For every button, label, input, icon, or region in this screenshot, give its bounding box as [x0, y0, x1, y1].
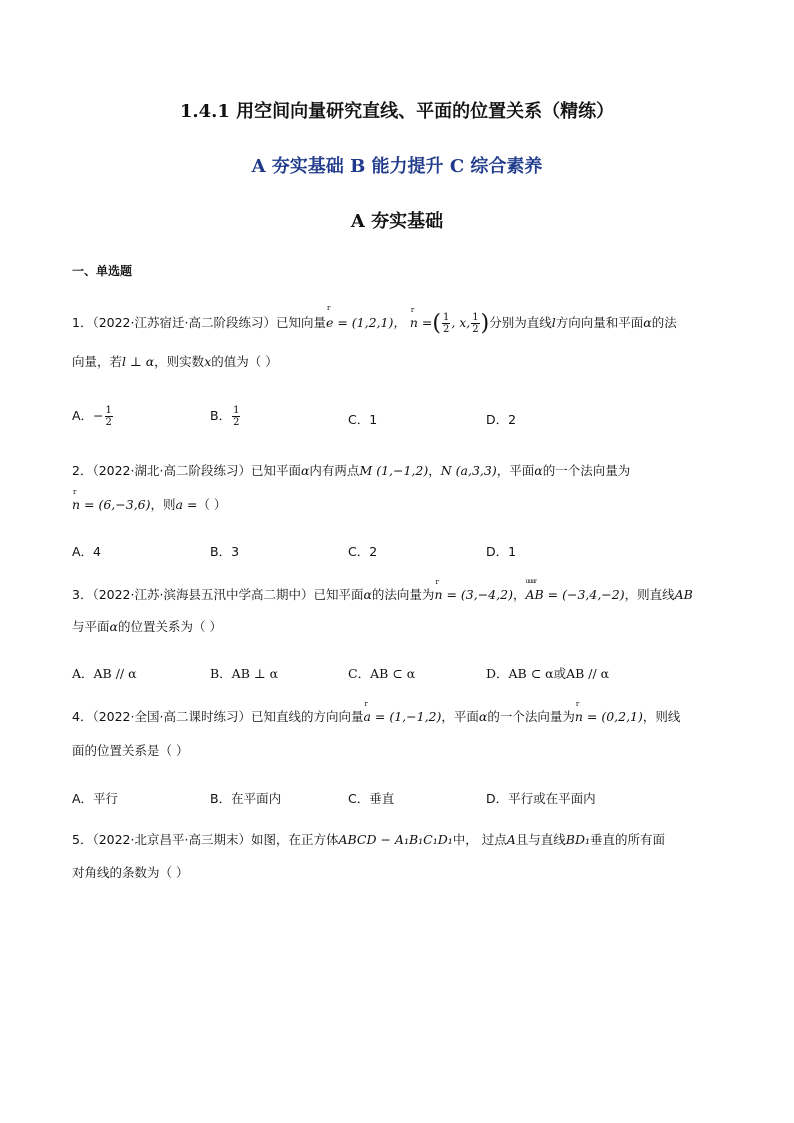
- question-2-line-1: 2．（2022·湖北·高二阶段练习）已知平面α内有两点M (1,−1,2)，N (a,3,3)，平面α的一个法向量为: [72, 463, 631, 478]
- question-2-line-2: r n = (6,−3,6)，则a =（ ）: [72, 495, 226, 513]
- q1-line2c: 的值为（ ）: [211, 354, 278, 369]
- q1-line2a: 向量，若: [72, 354, 123, 369]
- q3-option-a[interactable]: A．AB // α: [72, 666, 137, 681]
- q3-normal-vector: r n = (3,−4,2): [434, 587, 513, 602]
- q2-option-d[interactable]: D．1: [486, 544, 517, 559]
- q1-var-x: x: [204, 354, 212, 369]
- q2-point-m: M (1,−1,2): [359, 463, 429, 478]
- q2-normal-vector: r n = (6,−3,6): [72, 497, 151, 512]
- q1-line-l: l: [551, 315, 556, 330]
- level-subtitle: A 夯实基础 B 能力提升 C 综合素养: [251, 156, 543, 177]
- q1-vector-n: r n =: [410, 315, 433, 330]
- question-3-line-1: 3．（2022·江苏·滨海县五汛中学高二期中）已知平面α的法向量为r n = (3,−4,2)，uuur AB = (−3,4,−2)，则直线AB: [72, 585, 693, 603]
- q2-option-c[interactable]: C．2: [348, 544, 378, 559]
- question-1-line-2: [72, 352, 278, 370]
- question-5-line-2: 对角线的条数为（ ）: [72, 865, 189, 880]
- q1-option-a[interactable]: A．− $\frac{1}{2}$: [72, 405, 112, 428]
- q1-option-d[interactable]: D．2: [486, 412, 517, 427]
- question-1-line-1: [72, 311, 677, 336]
- q1-right-paren: ): [480, 311, 490, 336]
- q1-line2b: ，则实数: [154, 354, 205, 369]
- q4-option-d[interactable]: D．平行或在平面内: [486, 791, 596, 806]
- q4-option-b[interactable]: B．在平面内: [210, 791, 282, 806]
- part-heading: A 夯实基础: [350, 211, 444, 232]
- q5-line-bd1: BD₁: [565, 832, 591, 847]
- q4-option-a[interactable]: A．平行: [72, 791, 119, 806]
- q2-option-b[interactable]: B．3: [210, 544, 240, 559]
- q1-option-a-fraction: $\frac{1}{2}$: [105, 405, 112, 428]
- q3-option-d[interactable]: D．AB ⊂ α或AB // α: [486, 666, 610, 681]
- q1-prefix: 1．（2022·江苏宿迁·高二阶段练习）已知向量: [72, 315, 326, 330]
- q1-suffix3: 的法: [651, 315, 677, 330]
- q1-option-b[interactable]: B． $\frac{1}{2}$: [210, 405, 240, 428]
- q1-x: , x,: [451, 315, 471, 330]
- section-heading: 一、单选题: [72, 264, 133, 278]
- q2-var-a: a =: [175, 497, 198, 512]
- q1-option-c[interactable]: C．1: [348, 412, 378, 427]
- q5-cube: ABCD − A₁B₁C₁D₁: [338, 832, 453, 847]
- q1-suffix2: 方向向量和平面: [555, 315, 644, 330]
- q4-option-c[interactable]: C．垂直: [348, 791, 395, 806]
- question-3-line-2: 与平面α的位置关系为（ ）: [72, 619, 222, 634]
- page-title: 1.4.1 用空间向量研究直线、平面的位置关系（精练）: [179, 101, 615, 122]
- q4-normal-vector: r n = (0,2,1): [575, 709, 643, 724]
- q1-alpha: α: [643, 315, 652, 330]
- q3-option-b[interactable]: B．AB ⊥ α: [210, 666, 279, 681]
- question-4-line-2: 面的位置关系是（ ）: [72, 743, 189, 758]
- q3-option-c[interactable]: C．AB ⊂ α: [348, 666, 416, 681]
- q1-left-paren: (: [432, 311, 441, 336]
- question-4-line-1: 4．（2022·全国·高二课时练习）已知直线的方向向量r a = (1,−1,2)，平面α的一个法向量为r n = (0,2,1)，则线: [72, 707, 680, 725]
- q2-option-a[interactable]: A．4: [72, 544, 102, 559]
- question-5-line-1: 5．（2022·北京昌平·高三期末）如图，在正方体ABCD − A₁B₁C₁D₁中， 过点A且与直线BD₁垂直的所有面: [72, 832, 666, 847]
- q3-vector-ab: uuur AB = (−3,4,−2): [525, 587, 624, 602]
- q2-point-n: N (a,3,3): [440, 463, 497, 478]
- q1-fraction-2: $\frac{1}{2}$: [472, 312, 479, 335]
- q1-option-b-fraction: $\frac{1}{2}$: [233, 405, 240, 428]
- q1-fraction-1: $\frac{1}{2}$: [442, 312, 450, 335]
- q4-direction-vector: r a = (1,−1,2): [363, 709, 441, 724]
- q1-suffix: 分别为直线: [489, 315, 552, 330]
- q1-condition: l ⊥ α: [122, 354, 155, 369]
- q1-vector-e: r e = (1,2,1)，: [326, 313, 406, 331]
